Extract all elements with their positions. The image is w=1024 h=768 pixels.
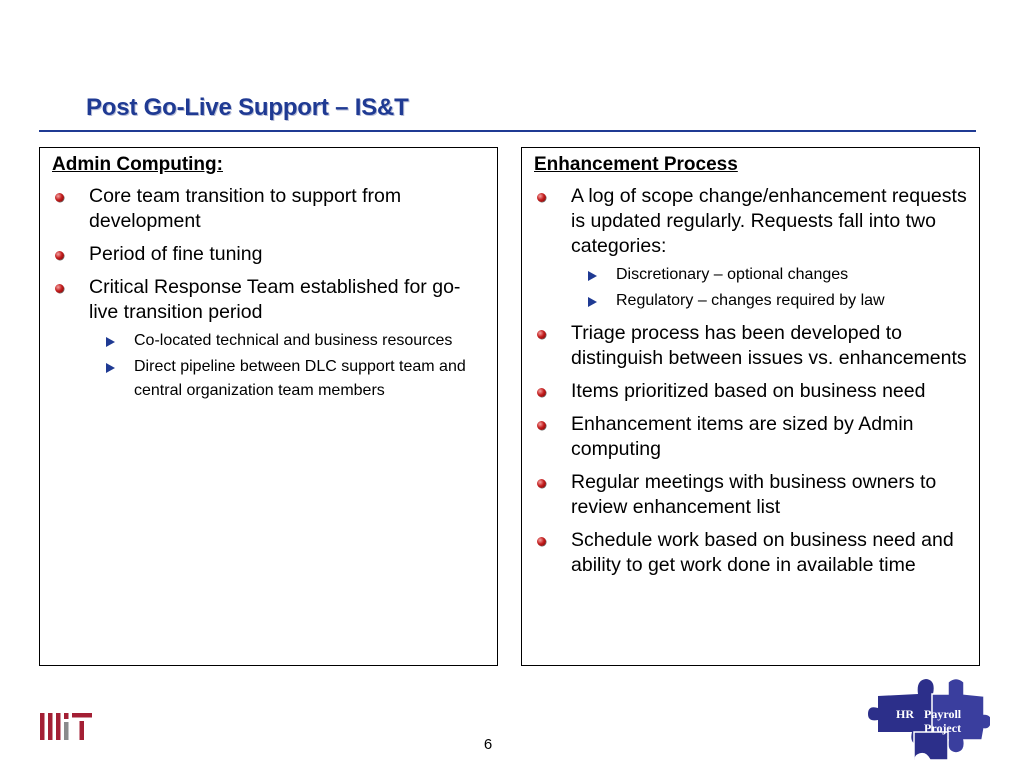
arrow-bullet-icon	[588, 271, 597, 281]
bullet-dot-icon	[55, 284, 64, 293]
list-item	[534, 528, 969, 578]
list-item-text: Regular meetings with business owners to review enhancement list	[571, 471, 937, 518]
hr-payroll-project-logo	[866, 674, 990, 764]
sub-list-item-text: Regulatory – changes required by law	[616, 292, 885, 309]
title-divider	[39, 130, 976, 132]
sub-list-item-text: Direct pipeline between DLC support team and central organization team members	[134, 358, 466, 399]
list-item	[52, 275, 487, 403]
sub-list-item	[571, 289, 969, 313]
list-item-text: Critical Response Team established for go-live transition period	[89, 276, 461, 323]
bullet-dot-icon	[55, 193, 64, 202]
list-item	[52, 242, 487, 267]
bullet-dot-icon	[537, 388, 546, 397]
arrow-bullet-icon	[106, 363, 115, 373]
arrow-bullet-icon	[106, 337, 115, 347]
list-item	[534, 470, 969, 520]
sub-list-item	[89, 355, 487, 403]
list-item-text: Enhancement items are sized by Admin computing	[571, 413, 914, 460]
list-item	[534, 321, 969, 371]
list-item	[534, 412, 969, 462]
mit-logo	[40, 713, 92, 740]
admin-computing-panel	[39, 147, 498, 666]
page-number: 6	[483, 736, 493, 753]
sub-list-item	[571, 263, 969, 287]
admin-computing-heading: Admin Computing:	[52, 154, 223, 175]
bullet-dot-icon	[537, 193, 546, 202]
enhancement-process-panel	[521, 147, 980, 666]
bullet-dot-icon	[537, 537, 546, 546]
list-item-text: Core team transition to support from development	[89, 185, 402, 232]
list-item-text: Period of fine tuning	[89, 243, 263, 265]
bullet-dot-icon	[537, 330, 546, 339]
sub-list-item	[89, 329, 487, 353]
bullet-dot-icon	[537, 421, 546, 430]
slide-title: Post Go-Live Support – IS&T	[86, 94, 409, 121]
list-item-text: Schedule work based on business need and ability to get work done in available time	[571, 529, 954, 576]
sub-list-item-text: Discretionary – optional changes	[616, 266, 849, 283]
list-item-text: A log of scope change/enhancement requests is updated regularly. Requests fall into two categories:	[571, 185, 967, 257]
sub-list-item-text: Co-located technical and business resources	[134, 332, 453, 349]
logo-payroll-text: Payroll	[924, 707, 962, 721]
logo-hr-text: HR	[896, 707, 914, 721]
list-item-text: Triage process has been developed to distinguish between issues vs. enhancements	[571, 322, 967, 369]
list-item	[534, 379, 969, 404]
list-item	[52, 184, 487, 234]
bullet-dot-icon	[537, 479, 546, 488]
enhancement-process-heading: Enhancement Process	[534, 154, 738, 175]
bullet-dot-icon	[55, 251, 64, 260]
list-item	[534, 184, 969, 313]
list-item-text: Items prioritized based on business need	[571, 380, 926, 402]
logo-project-text: Project	[924, 721, 962, 735]
arrow-bullet-icon	[588, 297, 597, 307]
